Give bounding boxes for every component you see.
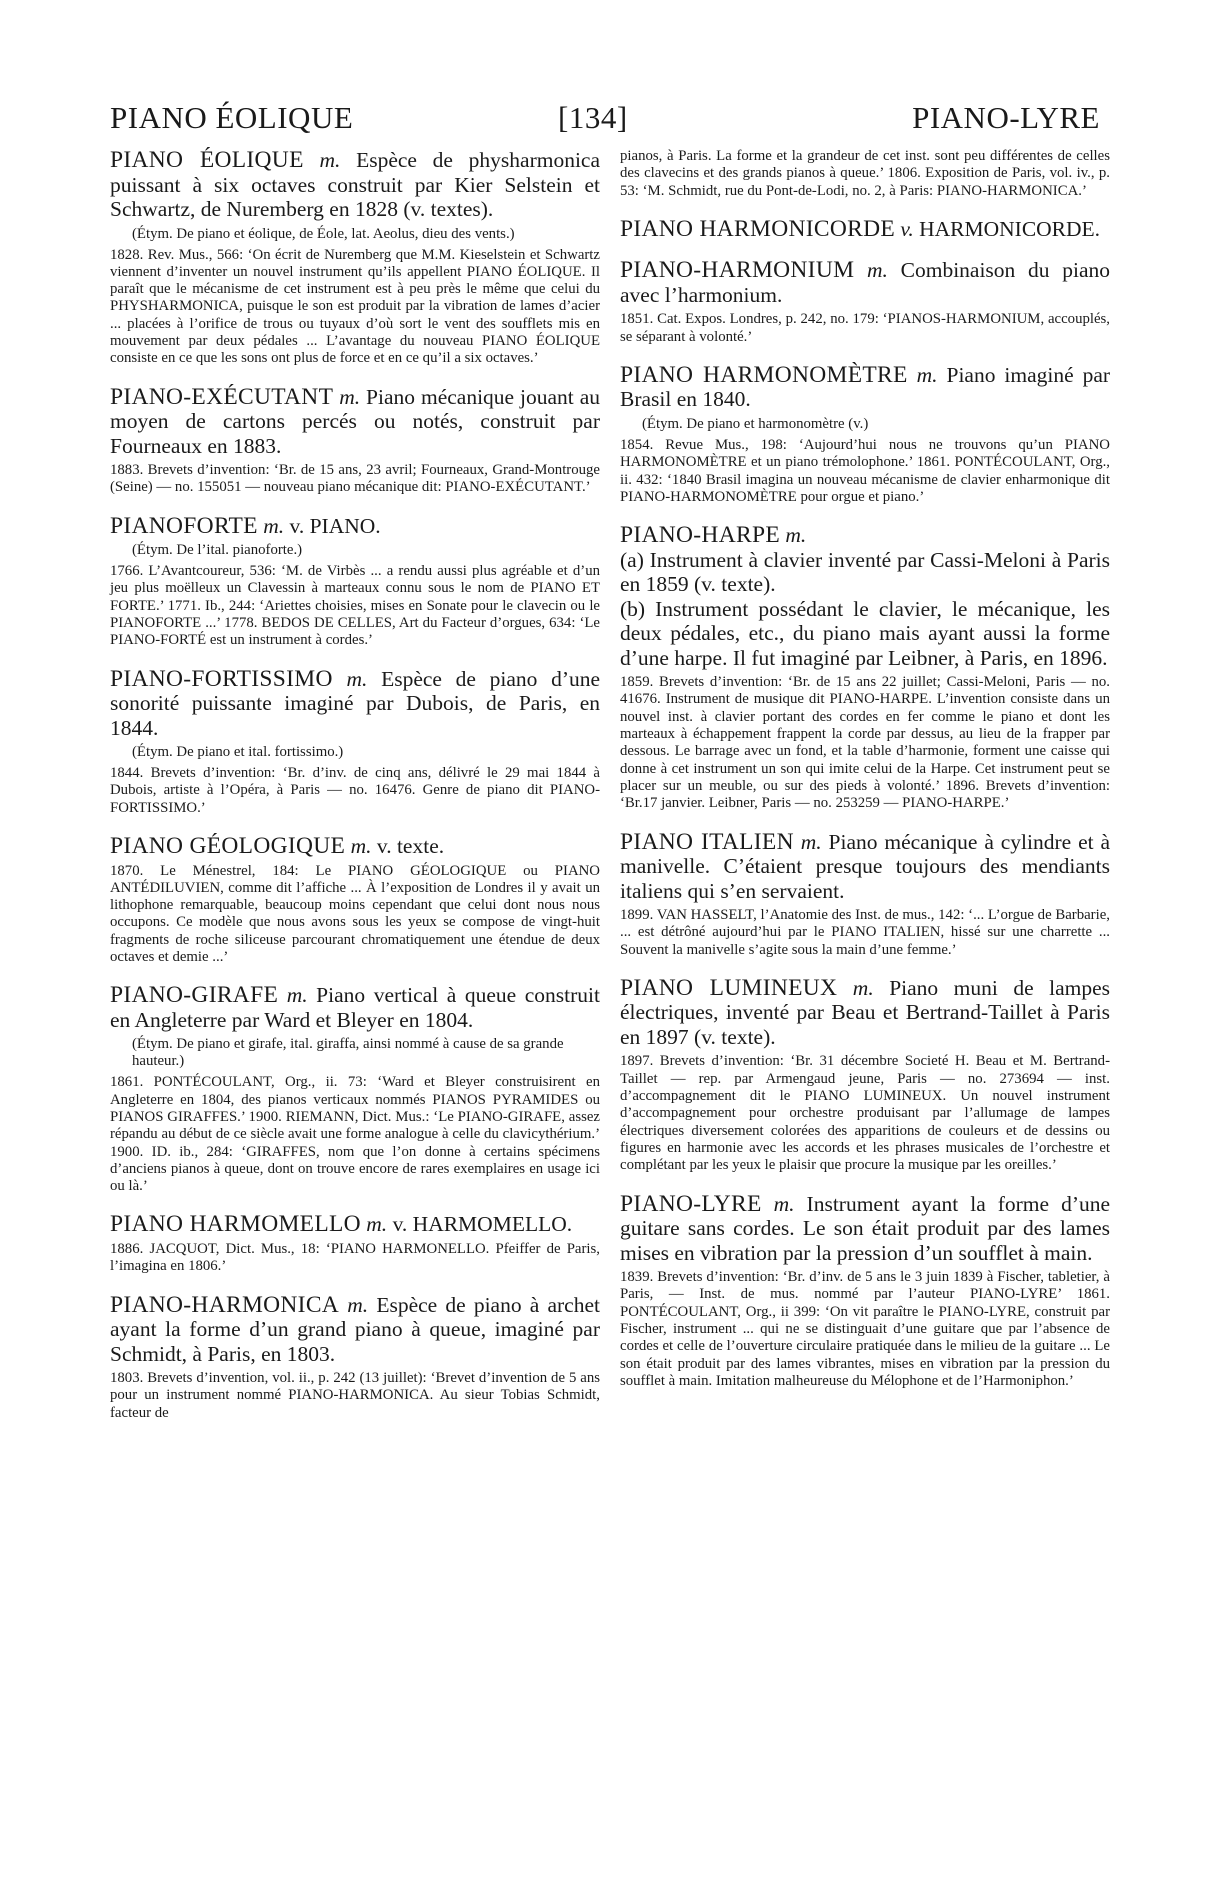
entry-piano-girafe	[110, 983, 600, 1195]
grammar-label: m.	[347, 1292, 369, 1317]
entry-head	[620, 217, 1110, 242]
grammar-label: m.	[852, 975, 874, 1000]
definition: v. HARMOMELLO.	[392, 1212, 573, 1237]
entry-piano-fortissimo	[110, 667, 600, 817]
definition: Espèce de piano à archet ayant la forme d’un grand piano à queue, imaginé par Schmidt, à Paris, en 1803.	[110, 1292, 600, 1366]
entry-head	[110, 514, 600, 539]
right-column	[620, 148, 1110, 1407]
grammar-label: m.	[346, 666, 368, 691]
definition: HARMONICORDE.	[919, 216, 1101, 241]
entry-piano-harpe	[620, 523, 1110, 812]
etymology: (Étym. De piano et harmonomètre (v.)	[642, 415, 869, 432]
grammar-label: m.	[319, 148, 341, 172]
entry-piano-harmonicorde	[620, 217, 1110, 242]
entry-piano-italien	[620, 830, 1110, 959]
entry-head	[110, 385, 600, 459]
headword: PIANO-GIRAFE	[110, 982, 279, 1009]
headword: PIANO ITALIEN	[620, 828, 794, 855]
headword: PIANO-LYRE	[620, 1190, 762, 1217]
entry-piano-harmonium	[620, 258, 1110, 346]
running-head	[110, 100, 1100, 144]
entry-head	[110, 1293, 600, 1367]
grammar-label: m.	[785, 523, 807, 548]
headword: PIANO-HARPE	[620, 522, 780, 549]
entry-piano-harmonica	[110, 1293, 600, 1422]
entry-head	[620, 830, 1110, 904]
headword: PIANOFORTE	[110, 512, 258, 539]
entry-piano-lyre	[620, 1192, 1110, 1391]
sense-b: (b) Instrument possédant le clavier, le mécanique, les deux pédales, etc., du piano mais ayant aussi la forme d’une harpe. Il fut imaginé par Leibner, à Paris, en 1896.	[620, 596, 1110, 670]
definition: v. PIANO.	[289, 513, 381, 538]
definition: Piano muni de lampes électriques, inventé par Beau et Bertrand-Taillet à Paris en 1897 (v. texte).	[620, 975, 1110, 1049]
citations: 1899. VAN HASSELT, l’Anatomie des Inst. de mus., 142: ‘... L’orgue de Barbarie, ... est détrôné aujourd’hui par le PIANO ITALIEN, hissé sur une charrette ... Souvent la manivelle s’agite sous la main d’une femme.’	[620, 907, 1110, 958]
entry-head	[620, 523, 1110, 548]
headword: PIANO HARMOMELLO	[110, 1211, 361, 1238]
entry-head	[110, 667, 600, 741]
entry-head	[110, 148, 600, 222]
etymology: (Étym. De piano et éolique, de Éole, lat. Aeolus, dieu des vents.)	[132, 225, 515, 242]
grammar-label: m.	[366, 1212, 388, 1237]
entry-head	[110, 983, 600, 1032]
entry-head	[110, 834, 600, 859]
entry-head	[620, 976, 1110, 1050]
entry-piano-eolique	[110, 148, 600, 368]
grammar-label: m.	[339, 384, 361, 409]
citations: 1803. Brevets d’invention, vol. ii., p. 242 (13 juillet): ‘Brevet d’invention de 5 ans pour un instrument nommé PIANO-HARMONICA. Au sieur Tobias Schmidt, facteur de	[110, 1370, 600, 1421]
citations: 1883. Brevets d’invention: ‘Br. de 15 ans, 23 avril; Fourneaux, Grand-Montrouge (Seine) — no. 155051 — nouveau piano mécanique dit: PIANO-EXÉCUTANT.’	[110, 462, 600, 496]
entry-head	[620, 363, 1110, 412]
grammar-label: m.	[916, 362, 938, 387]
entry-piano-harmonometre	[620, 363, 1110, 506]
definition: Espèce de piano d’une sonorité puissante imaginé par Dubois, de Paris, en 1844.	[110, 666, 601, 740]
running-head-right: PIANO-LYRE	[912, 100, 1100, 135]
running-head-left: PIANO ÉOLIQUE	[110, 100, 354, 135]
citations: 1859. Brevets d’invention: ‘Br. de 15 ans 22 juillet; Cassi-Meloni, Paris — no. 41676. Instrument de musique dit PIANO-HARPE. L’invention consiste dans un nouvel inst. à clavier portant des cordes en fer comme le piano et dont les marteaux à échappement frappent la corde par dessus, au lieu de la frapper par dessous. Le barrage avec un fond, et la table d’harmonie, forment une caisse qui donne à cet instrument un son qui imite celui de la Harpe. Cet instrument peut se placer sur un meuble, ou sur des pieds à volonté.’ 1896. Brevets d’invention: ‘Br.17 janvier. Leibner, Paris — no. 253259 — PIANO-HARPE.’	[620, 674, 1110, 812]
headword: PIANO HARMONICORDE	[620, 215, 896, 242]
entry-continuation	[620, 148, 1110, 200]
grammar-label: m.	[286, 983, 308, 1008]
headword: PIANO-FORTISSIMO	[110, 665, 333, 692]
definition: Combinaison du piano avec l’harmonium.	[620, 258, 1110, 307]
entry-piano-executant	[110, 385, 600, 497]
etymology: (Étym. De l’ital. pianoforte.)	[132, 542, 303, 559]
citations: 1897. Brevets d’invention: ‘Br. 31 décembre Societé H. Beau et M. Bertrand-Taillet — rep. par Armengaud jeune, Paris — no. 273694 — inst. d’accompagnement dit le PIANO LUMINEUX. Un nouvel instrument d’accompagnement pour orchestre produisant par l’allumage de lampes électriques diversement colorées des apparitions de couleurs et de dessins ou figures en harmonie avec les accords et les phrases musicales de l’orchestre et complétant par les yeux le plaisir que procure la musique par les oreilles.’	[620, 1053, 1110, 1174]
headword: PIANO-HARMONICA	[110, 1291, 340, 1318]
grammar-label: m.	[800, 829, 822, 854]
definition: v. texte.	[376, 834, 445, 859]
entry-piano-harmomello	[110, 1212, 600, 1275]
left-column	[110, 148, 600, 1439]
etymology: (Étym. De piano et ital. fortissimo.)	[132, 744, 344, 761]
headword: PIANO GÉOLOGIQUE	[110, 833, 346, 860]
citations: 1851. Cat. Expos. Londres, p. 242, no. 179: ‘PIANOS-HARMONIUM, accouplés, se séparant à volonté.’	[620, 311, 1110, 345]
definition: Instrument ayant la forme d’une guitare sans cordes. Le son était produit par des lames mises en vibration par la pression d’un soufflet à main.	[620, 1191, 1111, 1265]
citations: 1870. Le Ménestrel, 184: Le PIANO GÉOLOGIQUE ou PIANO ANTÉDILUVIEN, comme dit l’affiche ... À l’exposition de Londres il y avait un lithophone remarquable, beaucoup moins cependant que celui dont nous nous occupons. Ce modèle que nous avons sous les yeux se compose de vingt-huit fragments de roche siliceuse parcourant chromatiquement une étendue de deux octaves et demie ...’	[110, 862, 600, 966]
sense-a: (a) Instrument à clavier inventé par Cassi-Meloni à Paris en 1859 (v. texte).	[620, 547, 1110, 597]
citations: 1828. Rev. Mus., 566: ‘On écrit de Nuremberg que M.M. Kieselstein et Schwartz viennent d’inventer un nouvel instrument qu’ils appellent PIANO ÉOLIQUE. Il paraît que le mécanisme de cet instrument est à peu près le même que celui du PHYSHARMONICA, puisque le son est produit par la vibration de lames d’acier ... placées à l’orifice de trous ou tuyaux d’où sort le vent des soufflets mis en mouvement par deux pédales ... L’avantage du nouveau PIANO ÉOLIQUE consiste en ce que les sons ont plus de force et en ce qu’il a six octaves.’	[110, 246, 600, 367]
entry-head	[620, 1192, 1110, 1266]
grammar-label: m.	[867, 258, 888, 283]
definition: Piano mécanique jouant au moyen de cartons percés ou notés, construit par Fourneaux en 1883.	[110, 384, 601, 458]
headword: PIANO LUMINEUX	[620, 974, 838, 1001]
headword: PIANO-HARMONIUM	[620, 257, 855, 284]
definition: Piano mécanique à cylindre et à manivelle. C’étaient presque toujours des mendiants italiens qui s’en servaient.	[620, 829, 1111, 903]
etymology: (Étym. De piano et girafe, ital. giraffa, ainsi nommé à cause de sa grande hauteur.)	[132, 1036, 564, 1070]
definition: Espèce de physharmonica puissant à six octaves construit par Kier Selstein et Schwartz, de Nuremberg en 1828 (v. textes).	[110, 148, 601, 221]
citations: 1854. Revue Mus., 198: ‘Aujourd’hui nous ne trouvons qu’un PIANO HARMONOMÈTRE et un piano trémolophone.’ 1861. PONTÉCOULANT, Org., ii. 432: ‘1840 Brasil imagina un nouveau mécanisme de clavier enharmonique dit PIANO-HARMONOMÈTRE pour orgue et piano.’	[620, 436, 1110, 505]
entry-piano-lumineux	[620, 976, 1110, 1175]
entry-head	[620, 258, 1110, 307]
page-number: [134]	[558, 100, 628, 135]
citations: 1766. L’Avantcoureur, 536: ‘M. de Virbès ... a rendu aussi plus agréable et d’un jeu plus moëlleux un Clavessin à marteaux connu sous le nom de PIANO ET FORTE.’ 1771. Ib., 244: ‘Ariettes choisies, mises en Sonate pour le clavecin ou le PIANOFORTE ...’ 1778. BEDOS DE CELLES, Art du Facteur d’orgues, 634: ‘Le PIANO-FORTÉ est un instrument à cordes.’	[110, 563, 600, 649]
grammar-label: v.	[900, 216, 914, 241]
headword: PIANO HARMONOMÈTRE	[620, 361, 908, 388]
citations: 1861. PONTÉCOULANT, Org., ii. 73: ‘Ward et Bleyer construisirent en Angleterre en 1804, des pianos verticaux nommés PIANOS PYRAMIDES ou PIANOS GIRAFFES.’ 1900. RIEMANN, Dict. Mus.: ‘Le PIANO-GIRAFE, assez répandu au début de ce siècle avait une forme analogue à celle du clavicythérium.’ 1900. ID. ib., 284: ‘GIRAFFES, nom que l’on donne à certains spécimens d’anciens pianos à queue, dont on trouve encore de rares exemplaires en usage ici ou là.’	[110, 1074, 600, 1195]
entry-head	[110, 1212, 600, 1237]
citations: 1844. Brevets d’invention: ‘Br. d’inv. de cinq ans, délivré le 29 mai 1844 à Dubois, artiste à l’Opéra, à Paris — no. 16476. Genre de piano dit PIANO-FORTISSIMO.’	[110, 765, 600, 816]
definition: Piano vertical à queue construit en Angleterre par Ward et Bleyer en 1804.	[110, 983, 601, 1032]
citations: 1886. JACQUOT, Dict. Mus., 18: ‘PIANO HARMONELLO. Pfeiffer de Paris, l’imagina en 1806.’	[110, 1240, 600, 1275]
grammar-label: m.	[263, 513, 285, 538]
entry-pianoforte	[110, 514, 600, 650]
definition: Piano imaginé par Brasil en 1840.	[620, 362, 1111, 412]
grammar-label: m.	[350, 834, 372, 859]
headword: PIANO-EXÉCUTANT	[110, 383, 334, 410]
citations: 1839. Brevets d’invention: ‘Br. d’inv. de 5 ans le 3 juin 1839 à Fischer, tabletier, à Paris, — Inst. de mus. nommé par l’auteur PIANO-LYRE’ 1861. PONTÉCOULANT, Org., ii 399: ‘On vit paraître le PIANO-LYRE, construit par Fischer, instrument ... qui ne se distinguait d’une guitare que par l’absence de cordes et celle de l’ouverture circulaire pratiquée dans le milieu de la guitare ... Le son était produit par des lames vibrantes, mises en vibration par la pression du soufflet à main. Imitation malheureuse du Mélophone et de l’Harmoniphon.’	[620, 1269, 1110, 1389]
headword: PIANO ÉOLIQUE	[110, 147, 304, 173]
entry-piano-geologique	[110, 834, 600, 966]
citations: pianos, à Paris. La forme et la grandeur de cet inst. sont peu différentes de celles des clavecins et des grands pianos à queue.’ 1806. Exposition de Paris, vol. iv., p. 53: ‘M. Schmidt, rue du Pont-de-Lodi, no. 2, à Paris: PIANO-HARMONICA.’	[620, 148, 1110, 199]
grammar-label: m.	[773, 1191, 795, 1216]
